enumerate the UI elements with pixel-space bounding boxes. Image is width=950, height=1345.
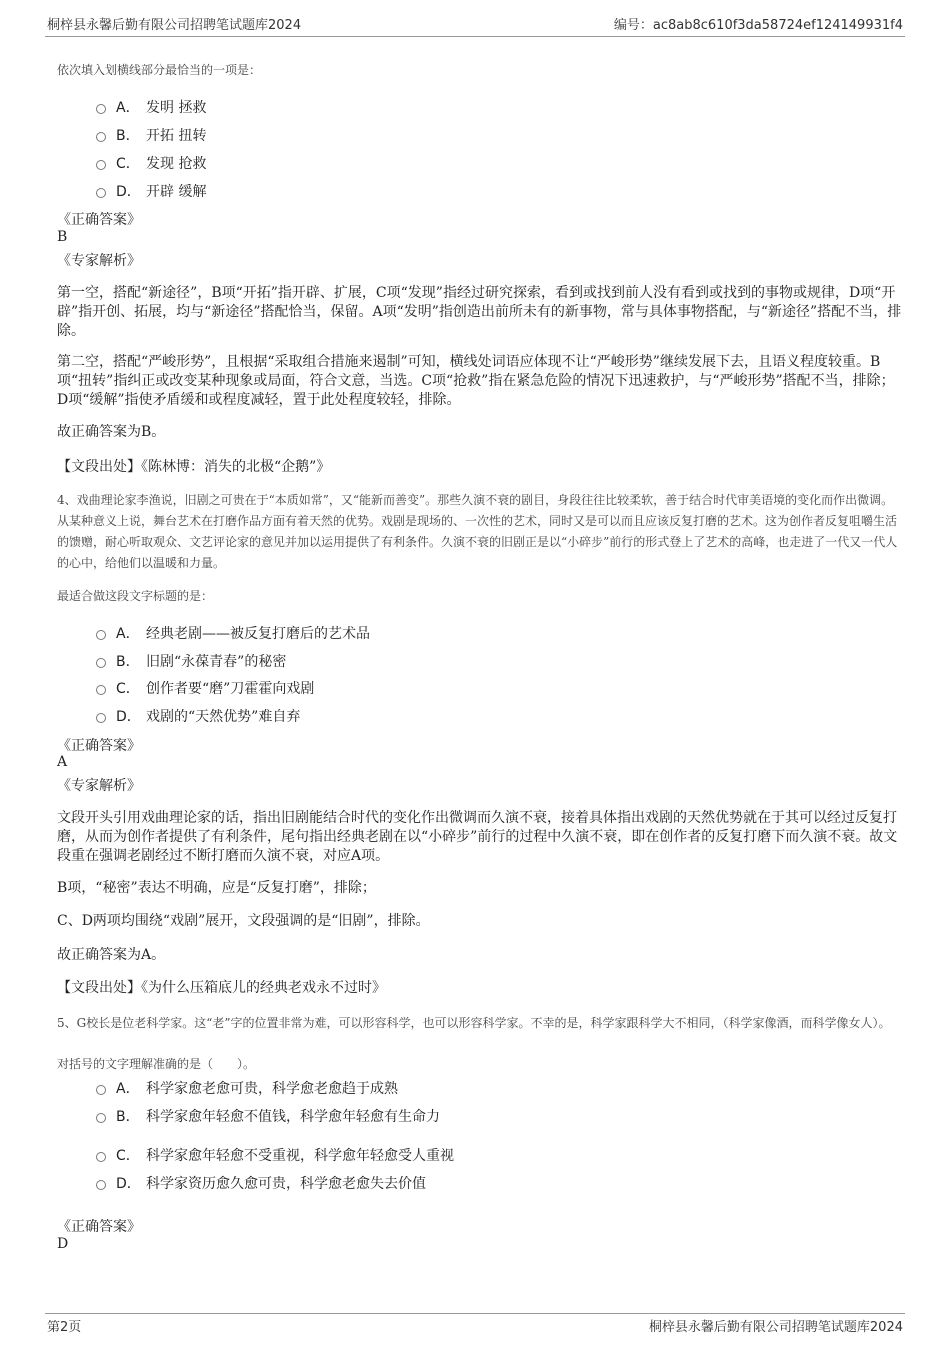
- q5-stem: 5、G校长是位老科学家。这“老”字的位置非常为难，可以形容科学，也可以形容科学家。不幸的是，科学家跟科学大不相同，（科学家像酒，而科学像女人）。: [57, 1016, 891, 1030]
- q4-answer-label: 《正确答案》: [57, 738, 141, 754]
- q4-source: 【文段出处】《为什么压箱底儿的经典老戏永不过时》: [57, 980, 386, 996]
- q5-answer-label: 《正确答案》: [57, 1219, 141, 1235]
- q4-stem: 4、戏曲理论家李渔说，旧剧之可贵在于“本质如常”，又“能新而善变”。那些久演不衰的剧目，身段往往比较柔软，善于结合时代审美语境的变化而作出微调。从某种意义上说，舞台艺术在打磨作品方面有着天然的优势。戏剧是现场的、一次性的艺术，同时又是可以而且应该反复打磨的艺术。这为创作者反复咀嚼生活的馈赠，耐心听取观众、文艺评论家的意见并加以运用提供了有利条件。久演不衰的旧剧正是以“小碎步”前行的形式登上了艺术的高峰，也走进了一代又一代人的心中，给他们以温暖和力量。: [57, 493, 898, 570]
- radio-icon[interactable]: [96, 160, 106, 170]
- q4-option-b[interactable]: [96, 651, 286, 671]
- q4-analysis-label: 《专家解析》: [57, 778, 141, 794]
- q3-source: 【文段出处】《陈林博：消失的北极“企鹅”》: [57, 459, 331, 475]
- q5-prompt: 对括号的文字理解准确的是（ ）。: [57, 1057, 256, 1071]
- radio-icon[interactable]: [96, 630, 106, 640]
- option-key: D．: [116, 709, 141, 725]
- option-key: B．: [116, 128, 140, 144]
- option-key: B．: [116, 654, 140, 670]
- q4-option-d[interactable]: [96, 706, 300, 726]
- q3-option-d[interactable]: [96, 181, 206, 201]
- option-text: 发明 拯救: [146, 100, 207, 116]
- option-text: 开拓 扭转: [146, 128, 207, 144]
- q5-option-b[interactable]: [96, 1106, 440, 1126]
- option-key: B．: [116, 1109, 140, 1125]
- radio-icon[interactable]: [96, 104, 106, 114]
- option-text: 科学家资历愈久愈可贵，科学愈老愈失去价值: [146, 1176, 426, 1192]
- q3-answer: B: [57, 229, 68, 245]
- q5-option-a[interactable]: [96, 1078, 398, 1098]
- q4-analysis-p4: 故正确答案为A。: [57, 947, 166, 963]
- page-footer: [45, 1313, 905, 1336]
- option-text: 开辟 缓解: [146, 184, 207, 200]
- radio-icon[interactable]: [96, 1180, 106, 1190]
- q4-analysis-p3: C、D两项均围绕“戏剧”展开，文段强调的是“旧剧”，排除。: [57, 913, 430, 929]
- q5-answer: D: [57, 1236, 69, 1252]
- footer-page-number: 第2页: [47, 1320, 82, 1335]
- option-key: A．: [116, 1081, 140, 1097]
- radio-icon[interactable]: [96, 1085, 106, 1095]
- radio-icon[interactable]: [96, 685, 106, 695]
- option-key: A．: [116, 626, 140, 642]
- radio-icon[interactable]: [96, 658, 106, 668]
- q5-option-c[interactable]: [96, 1145, 454, 1165]
- q4-prompt: 最适合做这段文字标题的是：: [57, 589, 214, 603]
- option-key: C．: [116, 1148, 140, 1164]
- q4-analysis-p1: 文段开头引用戏曲理论家的话，指出旧剧能结合时代的变化作出微调而久演不衰，接着具体指出戏剧的天然优势就在于其可以经过反复打磨，从而为创作者提供了有利条件，尾句指出经典老剧在以“小碎步”前行的过程中久演不衰，即在创作者的反复打磨下而久演不衰。故文段重在强调老剧经过不断打磨而久演不衰，对应A项。: [57, 810, 898, 864]
- page-header: [45, 14, 905, 37]
- q3-option-c[interactable]: [96, 153, 206, 173]
- q4-option-a[interactable]: [96, 623, 370, 643]
- q3-analysis-p1: 第一空，搭配“新途径”，B项“开拓”指开辟、扩展，C项“发现”指经过研究探索，看到或找到前人没有看到或找到的事物或规律，D项“开辟”指开创、拓展，均与“新途径”搭配恰当，保留。A项“发明”指创造出前所未有的新事物，常与具体事物搭配，与“新途径”搭配不当，排除。: [57, 285, 902, 339]
- q3-analysis-label: 《专家解析》: [57, 253, 141, 269]
- radio-icon[interactable]: [96, 132, 106, 142]
- radio-icon[interactable]: [96, 1113, 106, 1123]
- option-text: 科学家愈年轻愈不值钱，科学愈年轻愈有生命力: [146, 1109, 440, 1125]
- option-text: 戏剧的“天然优势”难自弃: [146, 709, 301, 725]
- radio-icon[interactable]: [96, 713, 106, 723]
- option-text: 科学家愈年轻愈不受重视，科学愈年轻愈受人重视: [146, 1148, 454, 1164]
- option-text: 经典老剧——被反复打磨后的艺术品: [146, 626, 370, 642]
- footer-title: 桐梓县永馨后勤有限公司招聘笔试题库2024: [648, 1320, 903, 1335]
- option-text: 创作者要“磨”刀霍霍向戏剧: [146, 681, 315, 697]
- q5-option-d[interactable]: [96, 1173, 426, 1193]
- q3-analysis-p3: 故正确答案为B。: [57, 424, 166, 440]
- option-text: 旧剧“永葆青春”的秘密: [146, 654, 287, 670]
- option-key: D．: [116, 1176, 141, 1192]
- radio-icon[interactable]: [96, 1152, 106, 1162]
- q3-prompt: 依次填入划横线部分最恰当的一项是：: [57, 63, 262, 77]
- option-key: C．: [116, 156, 140, 172]
- q4-answer: A: [57, 754, 68, 770]
- option-key: C．: [116, 681, 140, 697]
- option-text: 发现 抢救: [146, 156, 207, 172]
- q4-analysis-p2: B项，“秘密”表达不明确，应是“反复打磨”，排除；: [57, 880, 376, 896]
- header-serial: 编号：ac8ab8c610f3da58724ef124149931f4: [613, 18, 903, 33]
- option-key: D．: [116, 184, 141, 200]
- option-key: A．: [116, 100, 140, 116]
- radio-icon[interactable]: [96, 188, 106, 198]
- q3-option-b[interactable]: [96, 125, 206, 145]
- q3-analysis-p2: 第二空，搭配“严峻形势”，且根据“采取组合措施来遏制”可知，横线处词语应体现不让“严峻形势”继续发展下去，且语义程度较重。B项“扭转”指纠正或改变某种现象或局面，符合文意，当选。C项“抢救”指在紧急危险的情况下迅速救护，与“严峻形势”搭配不当，排除；D项“缓解”指使矛盾缓和或程度减轻，置于此处程度较轻，排除。: [57, 354, 895, 408]
- header-title: 桐梓县永馨后勤有限公司招聘笔试题库2024: [47, 18, 302, 33]
- q3-option-a[interactable]: [96, 97, 206, 117]
- q3-answer-label: 《正确答案》: [57, 212, 141, 228]
- option-text: 科学家愈老愈可贵，科学愈老愈趋于成熟: [146, 1081, 398, 1097]
- q4-option-c[interactable]: [96, 678, 314, 698]
